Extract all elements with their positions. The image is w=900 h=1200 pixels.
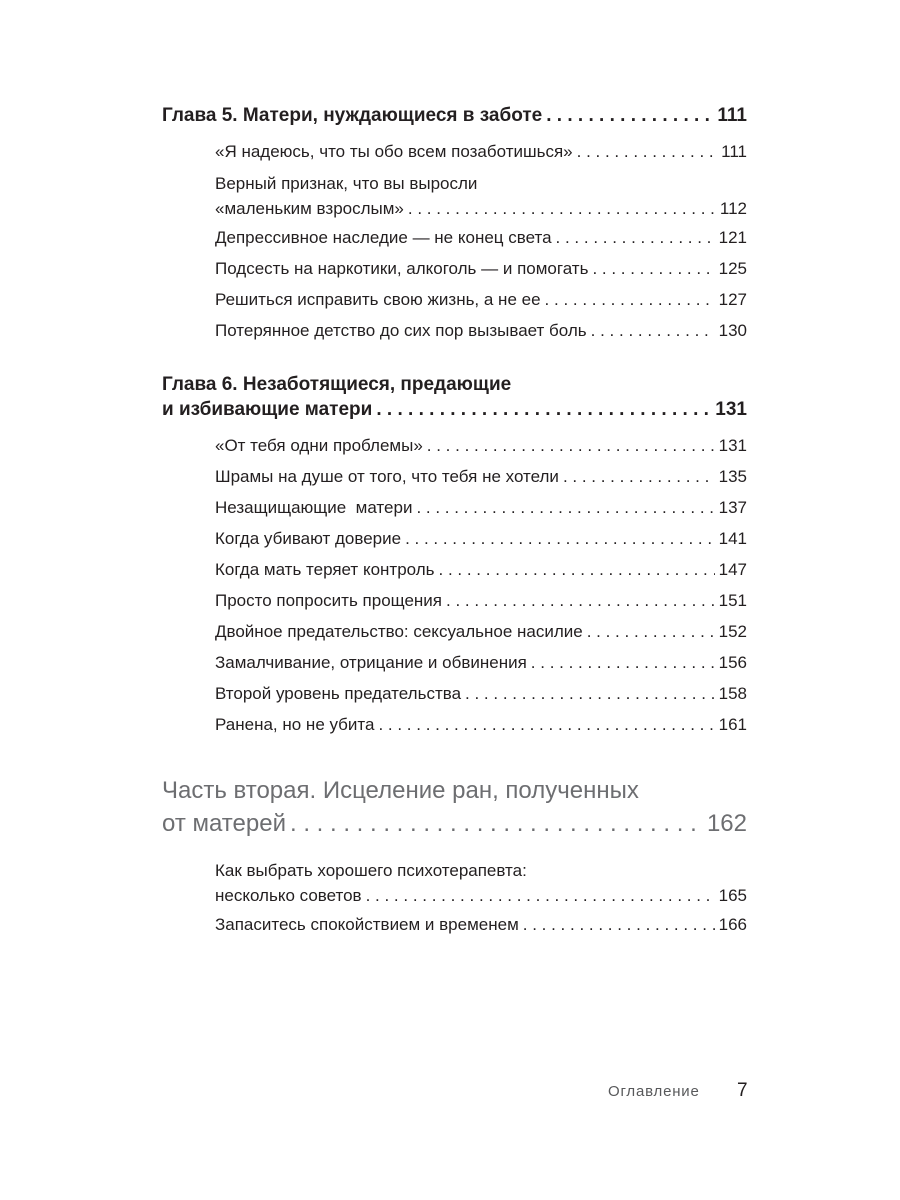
entry-page: 121 xyxy=(718,228,747,247)
entry-title: Решиться исправить свою жизнь, а не ее xyxy=(215,290,541,309)
leader-dots xyxy=(587,616,715,647)
entry-title: Потерянное детство до сих пор вызывает боль xyxy=(215,321,587,340)
leader-dots xyxy=(427,430,715,461)
leader-dots xyxy=(465,678,715,709)
entry-page: 130 xyxy=(718,321,747,340)
entry-title-line-1: Как выбрать хорошего психотерапевта: xyxy=(215,861,527,880)
entry-title: Двойное предательство: сексуальное насилие xyxy=(215,622,583,641)
leader-dots xyxy=(366,883,715,909)
entry-page: 127 xyxy=(718,290,747,309)
toc-entry[interactable] xyxy=(215,315,747,346)
chapter-5-heading[interactable] xyxy=(162,103,747,128)
leader-dots xyxy=(546,103,713,128)
entry-page: 156 xyxy=(718,653,747,672)
entry-page: 125 xyxy=(718,259,747,278)
entry-title: «маленьким взрослым» xyxy=(215,199,404,218)
leader-dots xyxy=(545,284,715,315)
entry-page: 111 xyxy=(721,142,747,161)
entry-page: 158 xyxy=(718,684,747,703)
chapter-6-block xyxy=(162,372,747,740)
entry-title: Когда мать теряет контроль xyxy=(215,560,435,579)
entry-page: 152 xyxy=(718,622,747,641)
toc-entry[interactable] xyxy=(215,253,747,284)
toc-entry[interactable] xyxy=(215,709,747,740)
entry-title: несколько советов xyxy=(215,886,362,905)
leader-dots xyxy=(439,554,715,585)
running-footer-label: Оглавление xyxy=(608,1083,700,1100)
part-2-sections xyxy=(162,854,747,940)
toc-entry[interactable] xyxy=(215,136,747,167)
chapter-6-title-line-1: Глава 6. Незаботящиеся, предающие xyxy=(162,374,512,395)
entry-page: 135 xyxy=(718,467,747,486)
chapter-5-block xyxy=(162,103,747,346)
toc-entry[interactable] xyxy=(215,854,747,909)
toc-entry[interactable] xyxy=(215,616,747,647)
entry-title: Ранена, но не убита xyxy=(215,715,375,734)
entry-title: Просто попросить прощения xyxy=(215,591,442,610)
entry-title: Шрамы на душе от того, что тебя не хотели xyxy=(215,467,559,486)
part-2-title-line-1: Часть вторая. Исцеление ран, полученных xyxy=(162,777,639,804)
leader-dots xyxy=(416,492,714,523)
page-number: 7 xyxy=(737,1080,748,1101)
entry-page: 161 xyxy=(718,715,747,734)
toc-entry[interactable] xyxy=(215,167,747,222)
entry-page: 151 xyxy=(718,591,747,610)
part-2-page: 162 xyxy=(706,810,747,837)
toc-entry[interactable] xyxy=(215,678,747,709)
toc-entry[interactable] xyxy=(215,585,747,616)
toc-entry[interactable] xyxy=(215,909,747,940)
entry-page: 166 xyxy=(718,915,747,934)
entry-title-line-1: Верный признак, что вы выросли xyxy=(215,174,478,193)
part-2-block xyxy=(162,774,747,940)
entry-title: «От тебя одни проблемы» xyxy=(215,436,423,455)
leader-dots xyxy=(405,523,715,554)
entry-title: Депрессивное наследие — не конец света xyxy=(215,228,552,247)
part-2-heading[interactable] xyxy=(162,774,747,840)
toc-entry[interactable] xyxy=(215,554,747,585)
entry-title: Замалчивание, отрицание и обвинения xyxy=(215,653,527,672)
toc-entry[interactable] xyxy=(215,492,747,523)
chapter-5-title: Глава 5. Матери, нуждающиеся в заботе xyxy=(162,105,543,126)
table-of-contents xyxy=(162,103,747,940)
chapter-6-heading[interactable] xyxy=(162,372,747,422)
leader-dots xyxy=(376,397,711,422)
entry-page: 165 xyxy=(718,886,747,905)
leader-dots xyxy=(378,709,714,740)
entry-page: 131 xyxy=(718,436,747,455)
entry-title: Когда убивают доверие xyxy=(215,529,402,548)
entry-title: Запаситесь спокойствием и временем xyxy=(215,915,519,934)
entry-title: Незащищающие матери xyxy=(215,498,413,517)
toc-entry[interactable] xyxy=(215,461,747,492)
leader-dots xyxy=(290,807,703,840)
chapter-6-sections xyxy=(162,430,747,740)
chapter-5-page: 111 xyxy=(717,105,747,126)
leader-dots xyxy=(556,222,715,253)
toc-entry[interactable] xyxy=(215,284,747,315)
entry-page: 147 xyxy=(718,560,747,579)
entry-title: Второй уровень предательства xyxy=(215,684,462,703)
toc-entry[interactable] xyxy=(215,647,747,678)
entry-page: 141 xyxy=(718,529,747,548)
leader-dots xyxy=(408,196,716,222)
toc-entry[interactable] xyxy=(215,222,747,253)
leader-dots xyxy=(563,461,715,492)
entry-page: 137 xyxy=(718,498,747,517)
chapter-6-page: 131 xyxy=(715,399,747,420)
leader-dots xyxy=(592,253,714,284)
leader-dots xyxy=(591,315,715,346)
leader-dots xyxy=(531,647,715,678)
chapter-6-title: и избивающие матери xyxy=(162,399,373,420)
part-2-title: от матерей xyxy=(162,810,286,837)
entry-title: «Я надеюсь, что ты обо всем позаботишься» xyxy=(215,142,573,161)
leader-dots xyxy=(577,136,718,167)
entry-page: 112 xyxy=(719,199,747,218)
chapter-5-sections xyxy=(162,136,747,346)
leader-dots xyxy=(446,585,715,616)
leader-dots xyxy=(523,909,715,940)
entry-title: Подсесть на наркотики, алкоголь — и помогать xyxy=(215,259,589,278)
toc-entry[interactable] xyxy=(215,430,747,461)
toc-entry[interactable] xyxy=(215,523,747,554)
